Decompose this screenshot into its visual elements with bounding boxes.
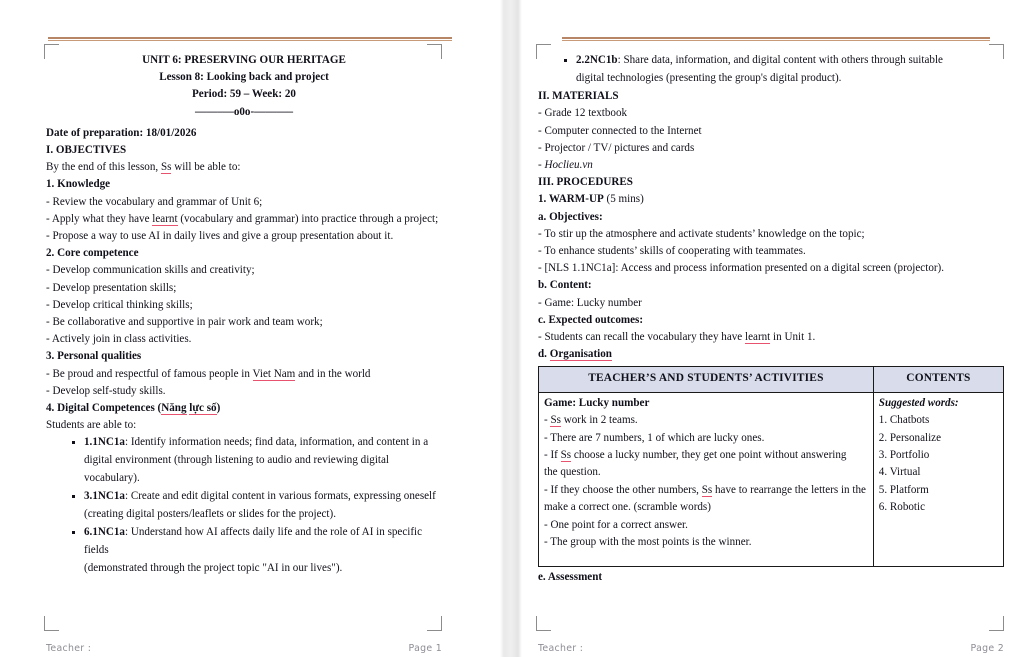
suggested-words-title: Suggested words:: [878, 396, 959, 409]
heading-d-organisation: [538, 346, 1004, 363]
ornament-o0o: ——–—o0o-———–: [195, 105, 293, 118]
heading-knowledge: 1. Knowledge: [46, 178, 111, 191]
crop-mark-bottom-left: [44, 616, 59, 631]
core-item: - Be collaborative and supportive in pair work and team work;: [46, 316, 323, 329]
suggested-word: 3. Portfolio: [878, 449, 930, 462]
expected-outcome-item: [538, 329, 1004, 346]
date-of-preparation: Date of preparation: 18/01/2026: [46, 126, 197, 139]
suggested-word: 1. Chatbots: [878, 414, 930, 427]
heading-a-objectives: a. Objectives:: [538, 210, 603, 223]
document-page-2: [522, 0, 1030, 657]
activity-post: have to rearrange the letters in the: [712, 483, 866, 496]
list-item: [84, 434, 442, 487]
competence-text-cont: digital technologies (presenting the group's digital product).: [576, 71, 842, 84]
personal-item: [46, 366, 442, 383]
table-cell-contents: [873, 392, 1003, 566]
knowledge-item-post: (vocabulary and grammar) into practice through a project;: [177, 212, 439, 225]
competence-code: 1.1NC1a: [84, 436, 125, 449]
material-item: - Projector / TV/ pictures and cards: [538, 141, 695, 154]
core-item: - Develop communication skills and creativity;: [46, 264, 255, 277]
expected-post: in Unit 1.: [770, 331, 816, 344]
table-header-row: [539, 367, 1004, 392]
spellcheck-term-learnt: learnt: [152, 212, 178, 225]
activity-pre: - If: [544, 449, 561, 462]
cell-spacer: [879, 517, 998, 563]
objective-item: - To stir up the atmosphere and activate students’ knowledge on the topic;: [538, 227, 865, 240]
website-name: Hoclieu.vn: [544, 159, 593, 171]
heading-e-assessment: e. Assessment: [538, 570, 603, 583]
competence-code: 2.2NC1b: [576, 54, 618, 66]
heading-objectives: I. OBJECTIVES: [46, 144, 127, 157]
list-item: [576, 52, 1004, 87]
activity-line: [544, 412, 868, 429]
core-item: - Develop presentation skills;: [46, 281, 177, 294]
lesson-title: Lesson 8: Looking back and project: [159, 71, 329, 84]
knowledge-item: - Propose a way to use AI in daily lives and give a group presentation about it.: [46, 230, 394, 243]
digital-heading-pre: 4. Digital Competences (: [46, 402, 162, 415]
material-item: - Grade 12 textbook: [538, 107, 628, 120]
expected-pre: - Students can recall the vocabulary they have: [538, 331, 746, 344]
game-title: Game: Lucky number: [544, 396, 650, 409]
suggested-word: 4. Virtual: [878, 466, 921, 479]
activity-post: choose a lucky number, they get one point without answering: [571, 449, 847, 462]
activity-line: make a correct one. (scramble words): [544, 501, 711, 514]
personal-item-post: and in the world: [295, 367, 371, 380]
activity-pre: - If they choose the other numbers,: [544, 483, 702, 496]
heading-b-content: b. Content:: [538, 279, 592, 292]
core-item: - Actively join in class activities.: [46, 333, 192, 346]
spellcheck-term-learnt: learnt: [745, 331, 771, 344]
table-header-contents: CONTENTS: [873, 367, 1003, 392]
competence-text: : Create and edit digital content in various formats, expressing oneself: [124, 490, 436, 503]
material-item-website: [538, 157, 1004, 174]
digital-competence-list: [46, 434, 442, 577]
table-header-activities: TEACHER’S AND STUDENTS’ ACTIVITIES: [539, 367, 874, 392]
competence-text-cont: (demonstrated through the project topic "AI in our lives").: [84, 561, 343, 574]
page-2-body: [538, 52, 1004, 609]
header-decorative-rule: [48, 37, 452, 41]
personal-item: - Develop self-study skills.: [46, 384, 166, 397]
activity-line: the question.: [544, 466, 601, 479]
spellcheck-term-viet-nam: Viet Nam: [252, 367, 296, 380]
heading-core-competence: 2. Core competence: [46, 247, 139, 260]
spellcheck-term-ss: Ss: [160, 161, 172, 174]
spellcheck-term-organisation: Organisation: [549, 348, 612, 361]
heading-procedures: III. PROCEDURES: [538, 176, 633, 189]
table-cell-activities: [539, 392, 874, 566]
core-item: - Develop critical thinking skills;: [46, 298, 193, 311]
competence-text: : Understand how AI affects daily life and the role of AI in specific fields: [84, 526, 423, 557]
heading-warm-up: [538, 191, 1004, 208]
content-item: - Game: Lucky number: [538, 296, 642, 309]
activity-line: - One point for a correct answer.: [544, 518, 688, 531]
objective-item: - To enhance students’ skills of cooperating with teammates.: [538, 245, 806, 258]
activity-line: - The group with the most points is the winner.: [544, 536, 752, 549]
spellcheck-term-ss: Ss: [560, 449, 572, 462]
objectives-intro: [46, 159, 442, 176]
spellcheck-term-nang: Năng: [161, 402, 187, 415]
suggested-word: 6. Robotic: [878, 501, 926, 514]
digital-heading-post: ): [216, 402, 221, 415]
footer-page-number: Page 2: [970, 643, 1004, 654]
knowledge-item: - Review the vocabulary and grammar of Unit 6;: [46, 195, 263, 208]
period-week: Period: 59 – Week: 20: [192, 88, 296, 101]
competence-text: : Share data, information, and digital content with others through suitable: [617, 54, 943, 66]
material-dash: -: [538, 159, 545, 171]
digital-competence-list-continued: [538, 52, 1004, 87]
org-prefix: d.: [538, 348, 550, 361]
activity-line: [544, 447, 868, 464]
competence-text-cont: digital environment (through listening to audio and reviewing digital vocabulary).: [84, 454, 390, 484]
table-row: [539, 392, 1004, 566]
objective-item: - [NLS 1.1NC1a]: Access and process information presented on a digital screen (projector).: [538, 262, 945, 275]
activities-table: [538, 366, 1004, 566]
page-gutter: [500, 0, 522, 657]
crop-mark-bottom-left: [536, 616, 551, 631]
spellcheck-term-ss: Ss: [550, 414, 561, 427]
competence-text: : Identify information needs; find data, information, and content in a: [124, 436, 429, 449]
material-item: - Computer connected to the Internet: [538, 124, 702, 137]
warm-up-label: 1. WARM-UP: [538, 193, 604, 206]
competence-text-cont: (creating digital posters/leaflets or slides for the project).: [84, 507, 336, 520]
competence-code: 3.1NC1a: [84, 490, 125, 503]
objectives-intro-post: will be able to:: [171, 161, 241, 174]
warm-up-duration: (5 mins): [603, 193, 644, 206]
competence-code: 6.1NC1a: [84, 526, 125, 539]
activity-line: [544, 482, 868, 499]
spellcheck-term-luc-so: lực số: [189, 402, 217, 415]
footer-teacher-label: Teacher :: [538, 643, 584, 654]
footer-teacher-label: Teacher :: [46, 643, 92, 654]
page-1-body: [46, 52, 442, 609]
footer-page-number: Page 1: [408, 643, 442, 654]
heading-c-expected-outcomes: c. Expected outcomes:: [538, 313, 644, 326]
unit-title: UNIT 6: PRESERVING OUR HERITAGE: [142, 54, 346, 66]
personal-item-pre: - Be proud and respectful of famous people in: [46, 367, 253, 380]
spellcheck-term-ss: Ss: [701, 483, 713, 496]
suggested-word: 2. Personalize: [878, 431, 942, 444]
knowledge-item-pre: - Apply what they have: [46, 212, 153, 225]
list-item: [84, 488, 442, 523]
document-page-1: [0, 0, 500, 657]
heading-digital-competences: [46, 400, 442, 417]
header-decorative-rule: [562, 37, 990, 41]
objectives-intro-pre: By the end of this lesson,: [46, 161, 161, 174]
digital-intro: Students are able to:: [46, 419, 137, 432]
activity-pre: -: [544, 414, 551, 427]
crop-mark-bottom-right: [427, 616, 442, 631]
list-item: [84, 524, 442, 577]
knowledge-item: [46, 211, 442, 228]
suggested-word: 5. Platform: [878, 483, 929, 496]
heading-personal-qualities: 3. Personal qualities: [46, 350, 142, 363]
activity-post: work in 2 teams.: [560, 414, 638, 427]
activity-line: - There are 7 numbers, 1 of which are lucky ones.: [544, 431, 765, 444]
crop-mark-bottom-right: [989, 616, 1004, 631]
heading-materials: II. MATERIALS: [538, 90, 619, 103]
